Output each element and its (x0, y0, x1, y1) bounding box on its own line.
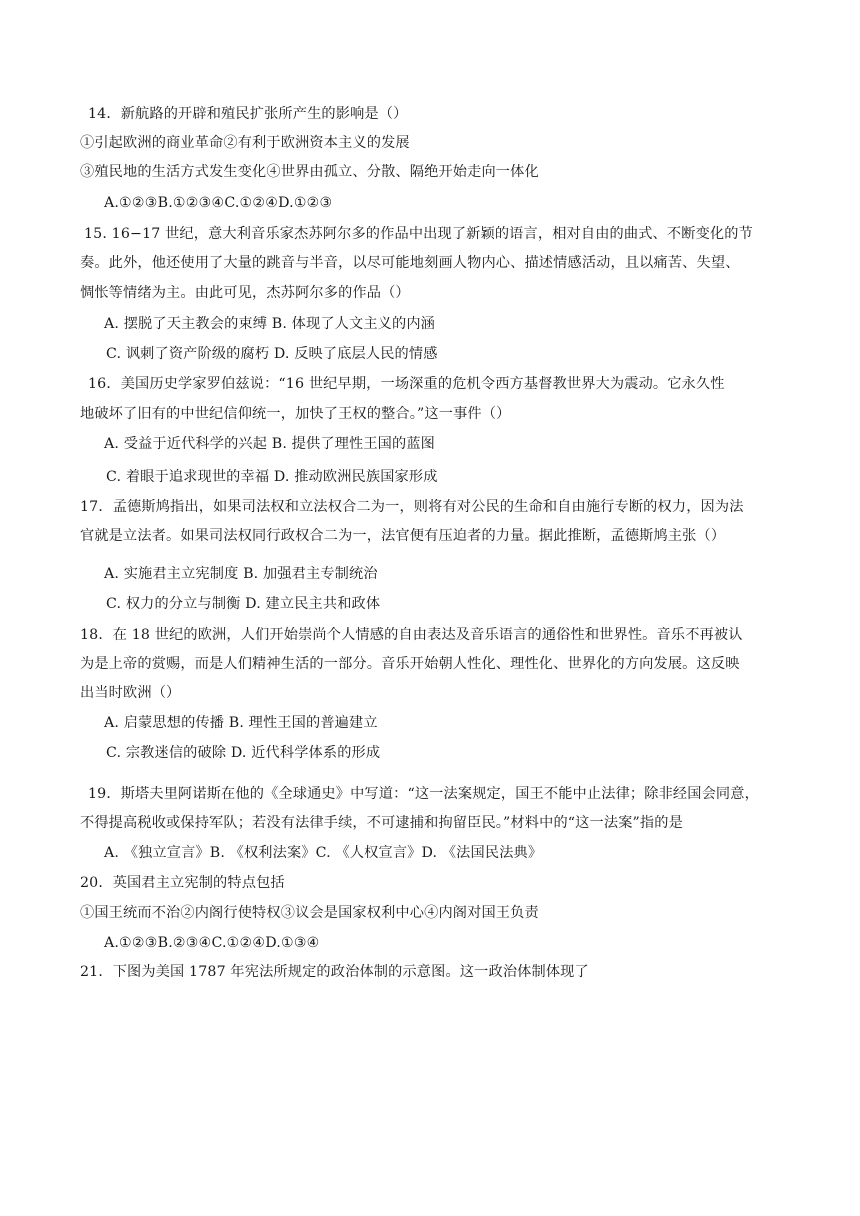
question-18-stem-line-2: 为是上帝的赏赐，而是人们精神生活的一部分。音乐开始朝人性化、理性化、世界化的方向发展。这反映 (80, 656, 740, 672)
question-19-options: A. 《独立宣言》B. 《权利法案》C. 《人权宣言》D. 《法国民法典》 (104, 845, 543, 861)
question-17-options-line-1: A. 实施君主立宪制度 B. 加强君主专制统治 (104, 566, 378, 582)
question-20-statement-1: ①国王统而不治②内阁行使特权③议会是国家权利中心④内阁对国王负责 (80, 905, 539, 921)
question-16-options-line-1: A. 受益于近代科学的兴起 B. 提供了理性王国的蓝图 (104, 436, 436, 452)
question-17-options-line-2: C. 权力的分立与制衡 D. 建立民主共和政体 (106, 596, 381, 612)
question-14-options: A.①②③B.①②③④C.①②④D.①②③ (104, 195, 333, 211)
question-16-stem-line-1: 16．美国历史学家罗伯兹说：“16 世纪早期，一场深重的危机令西方基督教世界大为震动。它永久性 (88, 376, 725, 392)
question-15-options-line-1: A. 摆脱了天主教会的束缚 B. 体现了人文主义的内涵 (104, 316, 436, 332)
question-17-stem-line-1: 17．孟德斯鸠指出，如果司法权和立法权合二为一，则将有对公民的生命和自由施行专断的权力，因为法 (80, 499, 744, 515)
question-14-statement-1: ①引起欧洲的商业革命②有利于欧洲资本主义的发展 (80, 135, 410, 151)
question-15-stem-line-2: 奏。此外，他还使用了大量的跳音与半音，以尽可能地刻画人物内心、描述情感活动，且以痛苦、失望、 (80, 255, 740, 271)
question-18-stem-line-1: 18．在 18 世纪的欧洲，人们开始崇尚个人情感的自由表达及音乐语言的通俗性和世界性。音乐不再被认 (80, 627, 743, 643)
question-21-stem: 21．下图为美国 1787 年宪法所规定的政治体制的示意图。这一政治体制体现了 (80, 964, 589, 980)
question-17-stem-line-2: 官就是立法者。如果司法权同行政权合二为一，法官便有压迫者的力量。据此推断，孟德斯鸠主张（） (80, 528, 726, 544)
question-18-options-line-1: A. 启蒙思想的传播 B. 理性王国的普遍建立 (104, 715, 378, 731)
question-18-stem-line-3: 出当时欧洲（） (80, 685, 181, 701)
question-20-options: A.①②③B.②③④C.①②④D.①③④ (104, 935, 320, 951)
question-15-options-line-2: C. 讽刺了资产阶级的腐朽 D. 反映了底层人民的情感 (106, 346, 438, 362)
question-18-options-line-2: C. 宗教迷信的破除 D. 近代科学体系的形成 (106, 745, 381, 761)
question-20-stem: 20．英国君主立宪制的特点包括 (80, 875, 285, 891)
question-16-options-line-2: C. 着眼于追求现世的幸福 D. 推动欧洲民族国家形成 (106, 469, 438, 485)
question-19-stem-line-1: 19．斯塔夫里阿诺斯在他的《全球通史》中写道：“这一法案规定，国王不能中止法律；除非经国会同意， (88, 786, 759, 802)
question-19-stem-line-2: 不得提高税收或保持军队；若没有法律手续，不可逮捕和拘留臣民。”材料中的“这一法案”指的是 (80, 815, 683, 831)
question-15-stem-line-1: 15. 16−17 世纪，意大利音乐家杰苏阿尔多的作品中出现了新颖的语言，相对自由的曲式、不断变化的节 (84, 226, 753, 242)
question-14-stem: 14．新航路的开辟和殖民扩张所产生的影响是（） (88, 106, 408, 122)
question-14-statement-2: ③殖民地的生活方式发生变化④世界由孤立、分散、隔绝开始走向一体化 (80, 164, 539, 180)
question-16-stem-line-2: 地破坏了旧有的中世纪信仰统一，加快了王权的整合。”这一事件（） (80, 406, 511, 422)
question-15-stem-line-3: 惆怅等情绪为主。由此可见，杰苏阿尔多的作品（） (80, 285, 410, 301)
